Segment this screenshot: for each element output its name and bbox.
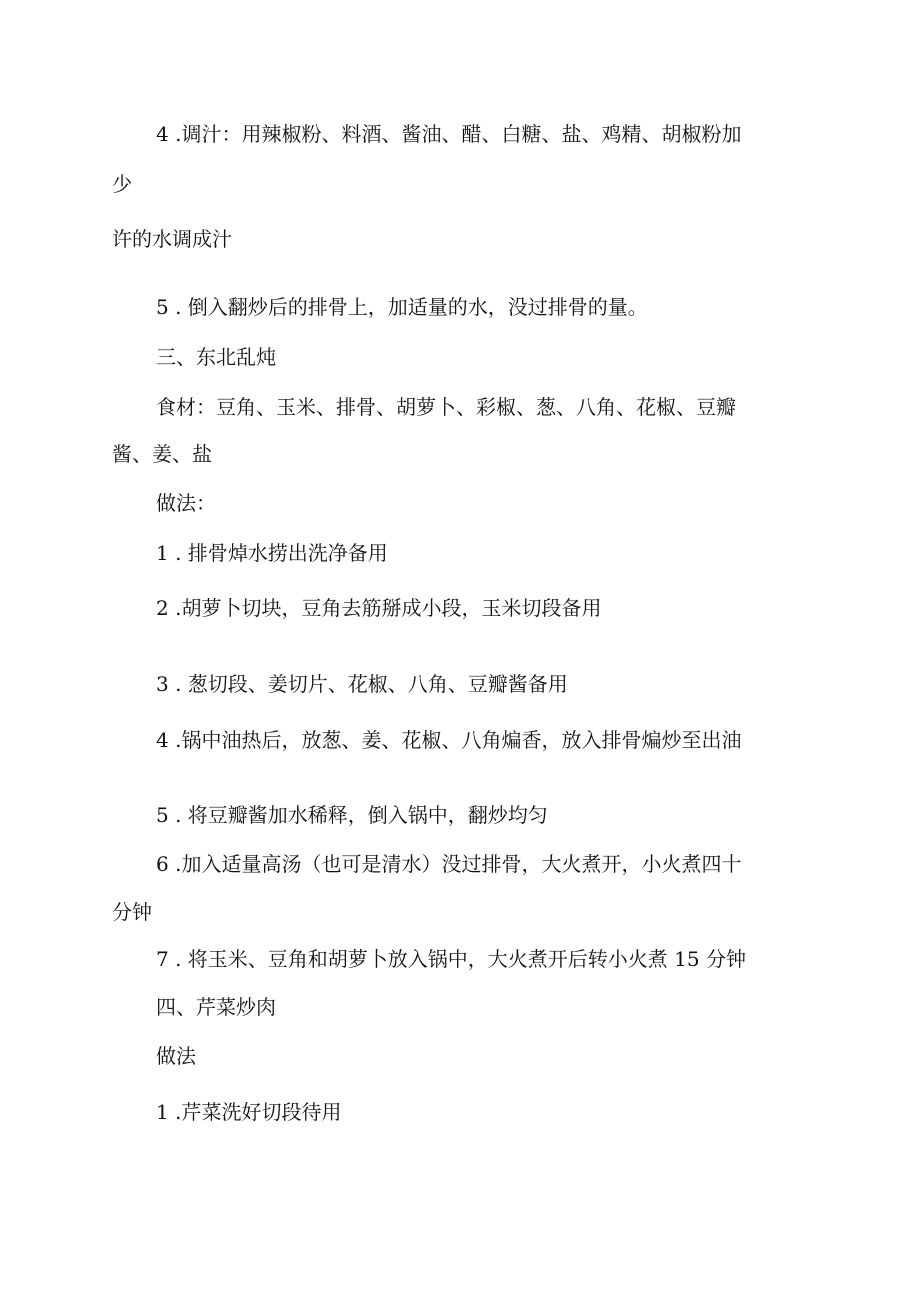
luandun-step-1: 1 . 排骨焯水捞出洗净备用 [156, 541, 388, 565]
step-5-pour-sauce: 5 . 倒入翻炒后的排骨上，加适量的水，没过排骨的量。 [156, 295, 648, 319]
ingredients-line-continued: 酱、姜、盐 [112, 442, 212, 466]
method-label: 做法： [156, 491, 216, 515]
method-label-celery: 做法 [156, 1044, 196, 1068]
luandun-step-7: 7 . 将玉米、豆角和胡萝卜放入锅中，大火煮开后转小火煮 15 分钟 [156, 947, 746, 971]
luandun-step-6: 6 .加入适量高汤（也可是清水）没过排骨，大火煮开，小火煮四十 [156, 852, 742, 876]
celery-step-1: 1 .芹菜洗好切段待用 [156, 1100, 342, 1124]
step-4-seasoning-sauce-continued: 许的水调成汁 [112, 227, 232, 251]
luandun-step-2: 2 .胡萝卜切块，豆角去筋掰成小段，玉米切段备用 [156, 596, 602, 620]
section-heading-dongbei-luandun: 三、东北乱炖 [156, 345, 276, 369]
section-heading-celery-pork: 四、芹菜炒肉 [156, 995, 276, 1019]
luandun-step-6-continued: 分钟 [112, 900, 152, 924]
step-4-seasoning-sauce-wrap: 少 [112, 172, 132, 196]
ingredients-line: 食材：豆角、玉米、排骨、胡萝卜、彩椒、葱、八角、花椒、豆瓣 [156, 395, 736, 419]
luandun-step-3: 3 . 葱切段、姜切片、花椒、八角、豆瓣酱备用 [156, 672, 568, 696]
step-4-seasoning-sauce: 4 .调汁：用辣椒粉、料酒、酱油、醋、白糖、盐、鸡精、胡椒粉加 [156, 122, 742, 146]
luandun-step-4: 4 .锅中油热后，放葱、姜、花椒、八角煸香，放入排骨煸炒至出油 [156, 728, 742, 752]
luandun-step-5: 5 . 将豆瓣酱加水稀释，倒入锅中，翻炒均匀 [156, 803, 548, 827]
